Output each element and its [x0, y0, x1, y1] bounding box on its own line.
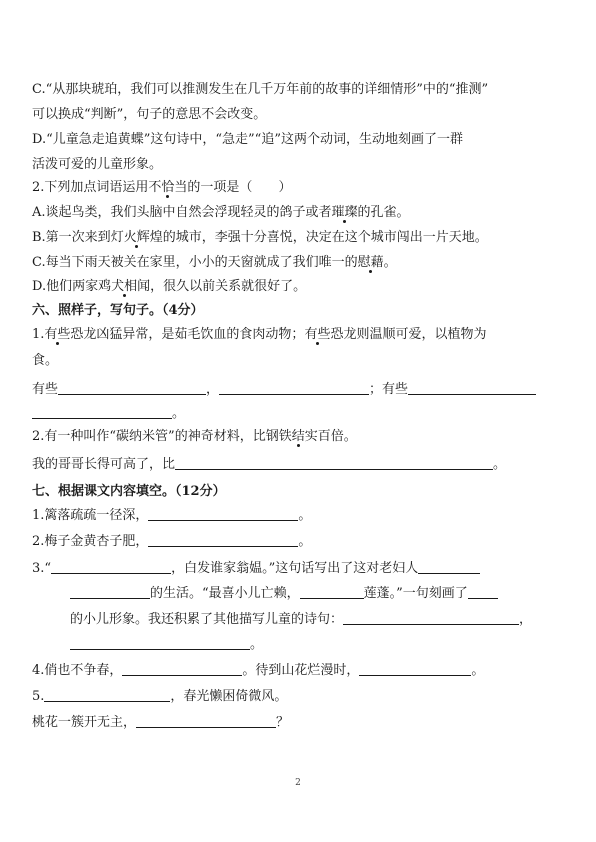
- text-segment: 。: [343, 429, 357, 444]
- blank[interactable]: [175, 456, 493, 470]
- text-segment: 。: [250, 637, 264, 652]
- text-segment: ；有些: [369, 382, 409, 397]
- text-segment: 1.: [32, 327, 45, 342]
- dotted-word: 慰藉: [357, 255, 384, 270]
- blank[interactable]: [70, 636, 250, 650]
- blank[interactable]: [122, 662, 242, 676]
- text-segment: 。: [383, 255, 397, 270]
- text-segment: 2.下列加点词语运用: [32, 180, 149, 195]
- text-segment: ，很久以前关系就很好了。: [150, 279, 307, 294]
- text-segment: 有些: [32, 382, 59, 397]
- text-segment: 。: [172, 406, 186, 421]
- dotted-word: 不恰当: [148, 180, 188, 195]
- choice-a: [32, 204, 562, 222]
- text-segment: 。: [493, 457, 507, 472]
- text-segment: 的孔雀。: [357, 205, 410, 220]
- text-segment: 1.篱落疏疏一径深，: [32, 508, 149, 523]
- text-segment: ？: [276, 715, 290, 730]
- choice-d: [32, 278, 562, 296]
- blank[interactable]: [148, 507, 298, 521]
- dotted-word: 有些: [44, 327, 71, 342]
- dotted-word: 灯火辉煌: [110, 230, 163, 245]
- text-segment: 。: [298, 508, 312, 523]
- s7-q3-line4: [70, 636, 562, 654]
- blank[interactable]: [468, 585, 498, 599]
- text-segment: 5.: [32, 689, 45, 704]
- text-segment: 的小儿形象。我还积累了其他描写儿童的诗句：: [70, 612, 344, 627]
- text-segment: 桃花一簇开无主，: [32, 715, 137, 730]
- blank[interactable]: [51, 560, 171, 574]
- s7-q3-line1: [32, 560, 562, 578]
- dotted-word: 有些: [304, 327, 331, 342]
- text-segment: ，: [206, 382, 220, 397]
- s6-q1-fill-line2: [32, 405, 562, 423]
- s6-q1-example-line2: 食。: [32, 353, 59, 368]
- text-segment: 3.“: [32, 561, 52, 576]
- text-segment: A.谈起鸟类，我们头脑中自然会浮现轻灵的鸽子或者: [32, 205, 332, 220]
- text-segment: 2.梅子金黄杏子肥，: [32, 534, 149, 549]
- text-segment: 的城市，李强十分喜悦，决定在这个城市闯出一片天地。: [162, 230, 488, 245]
- blank[interactable]: [148, 533, 298, 547]
- question-2-stem: [32, 179, 562, 197]
- blank[interactable]: [408, 381, 536, 395]
- s7-q5-line2: [32, 714, 562, 732]
- s7-q4: [32, 662, 562, 680]
- blank[interactable]: [418, 560, 480, 574]
- s7-q3-line2: [70, 585, 562, 603]
- choice-c: [32, 254, 562, 272]
- text-segment: ，: [519, 612, 533, 627]
- section-7-title: 七、根据课文内容填空。（12分）: [32, 484, 226, 499]
- text-segment: D.他们两家: [32, 279, 99, 294]
- text-segment: 恐龙则温顺可爱，以植物为: [330, 327, 487, 342]
- text-segment: 莲蓬。”一句刻画了: [363, 586, 468, 601]
- option-d-line1: D.“儿童急走追黄蝶”这句诗中，“急走”“追”这两个动词，生动地刻画了一群: [32, 132, 463, 147]
- dotted-word: 比钢铁结实百倍: [252, 429, 344, 444]
- text-segment: ）: [278, 180, 292, 195]
- text-segment: 的生活。“最喜小儿亡赖，: [150, 586, 300, 601]
- text-segment: ，春光懒困倚微风。: [170, 689, 288, 704]
- s7-q1: [32, 507, 562, 525]
- dotted-word: 鸡犬相闻: [98, 279, 151, 294]
- page-number: 2: [295, 778, 301, 788]
- blank[interactable]: [44, 688, 170, 702]
- s7-q3-line3: [70, 611, 562, 629]
- text-segment: 的一项是（: [187, 180, 253, 195]
- blank[interactable]: [219, 381, 369, 395]
- section-6-title: 六、照样子，写句子。（4分）: [32, 303, 204, 318]
- s7-q2: [32, 533, 562, 551]
- s7-q5-line1: [32, 688, 562, 706]
- option-c-line2: 可以换成“判断”，句子的意思不会改变。: [32, 107, 267, 122]
- text-segment: ，白发谁家翁媪。”这句话写出了这对老妇人: [171, 561, 419, 576]
- option-d-line2: 活泼可爱的儿童形象。: [32, 157, 163, 172]
- text-segment: B.第一次来到: [32, 230, 111, 245]
- blank[interactable]: [300, 585, 364, 599]
- text-segment: 。待到山花烂漫时，: [242, 663, 360, 678]
- blank[interactable]: [32, 405, 172, 419]
- blank[interactable]: [343, 611, 519, 625]
- s6-q2-example: [32, 428, 562, 446]
- blank[interactable]: [70, 585, 150, 599]
- blank[interactable]: [359, 662, 471, 676]
- choice-b: [32, 229, 562, 247]
- dotted-word: 璀璨: [331, 205, 358, 220]
- text-segment: 。: [298, 534, 312, 549]
- s6-q1-fill-line1: [32, 381, 562, 399]
- text-segment: 恐龙凶猛异常，是茹毛饮血的食肉动物；: [70, 327, 305, 342]
- text-segment: 我的哥哥长得可高了，比: [32, 457, 176, 472]
- text-segment: 4.俏也不争春，: [32, 663, 123, 678]
- blank[interactable]: [136, 714, 276, 728]
- s6-q2-fill: [32, 456, 562, 474]
- text-segment: C.每当下雨天被关在家里，小小的天窗就成了我们唯一的: [32, 255, 358, 270]
- s6-q1-example: [32, 326, 562, 344]
- text-segment: 。: [471, 663, 485, 678]
- text-segment: 2.有一种叫作“碳纳米管”的神奇材料，: [32, 429, 253, 444]
- option-c-line1: C.“从那块琥珀，我们可以推测发生在几千万年前的故事的详细情形”中的“推测”: [32, 82, 489, 97]
- blank[interactable]: [58, 381, 206, 395]
